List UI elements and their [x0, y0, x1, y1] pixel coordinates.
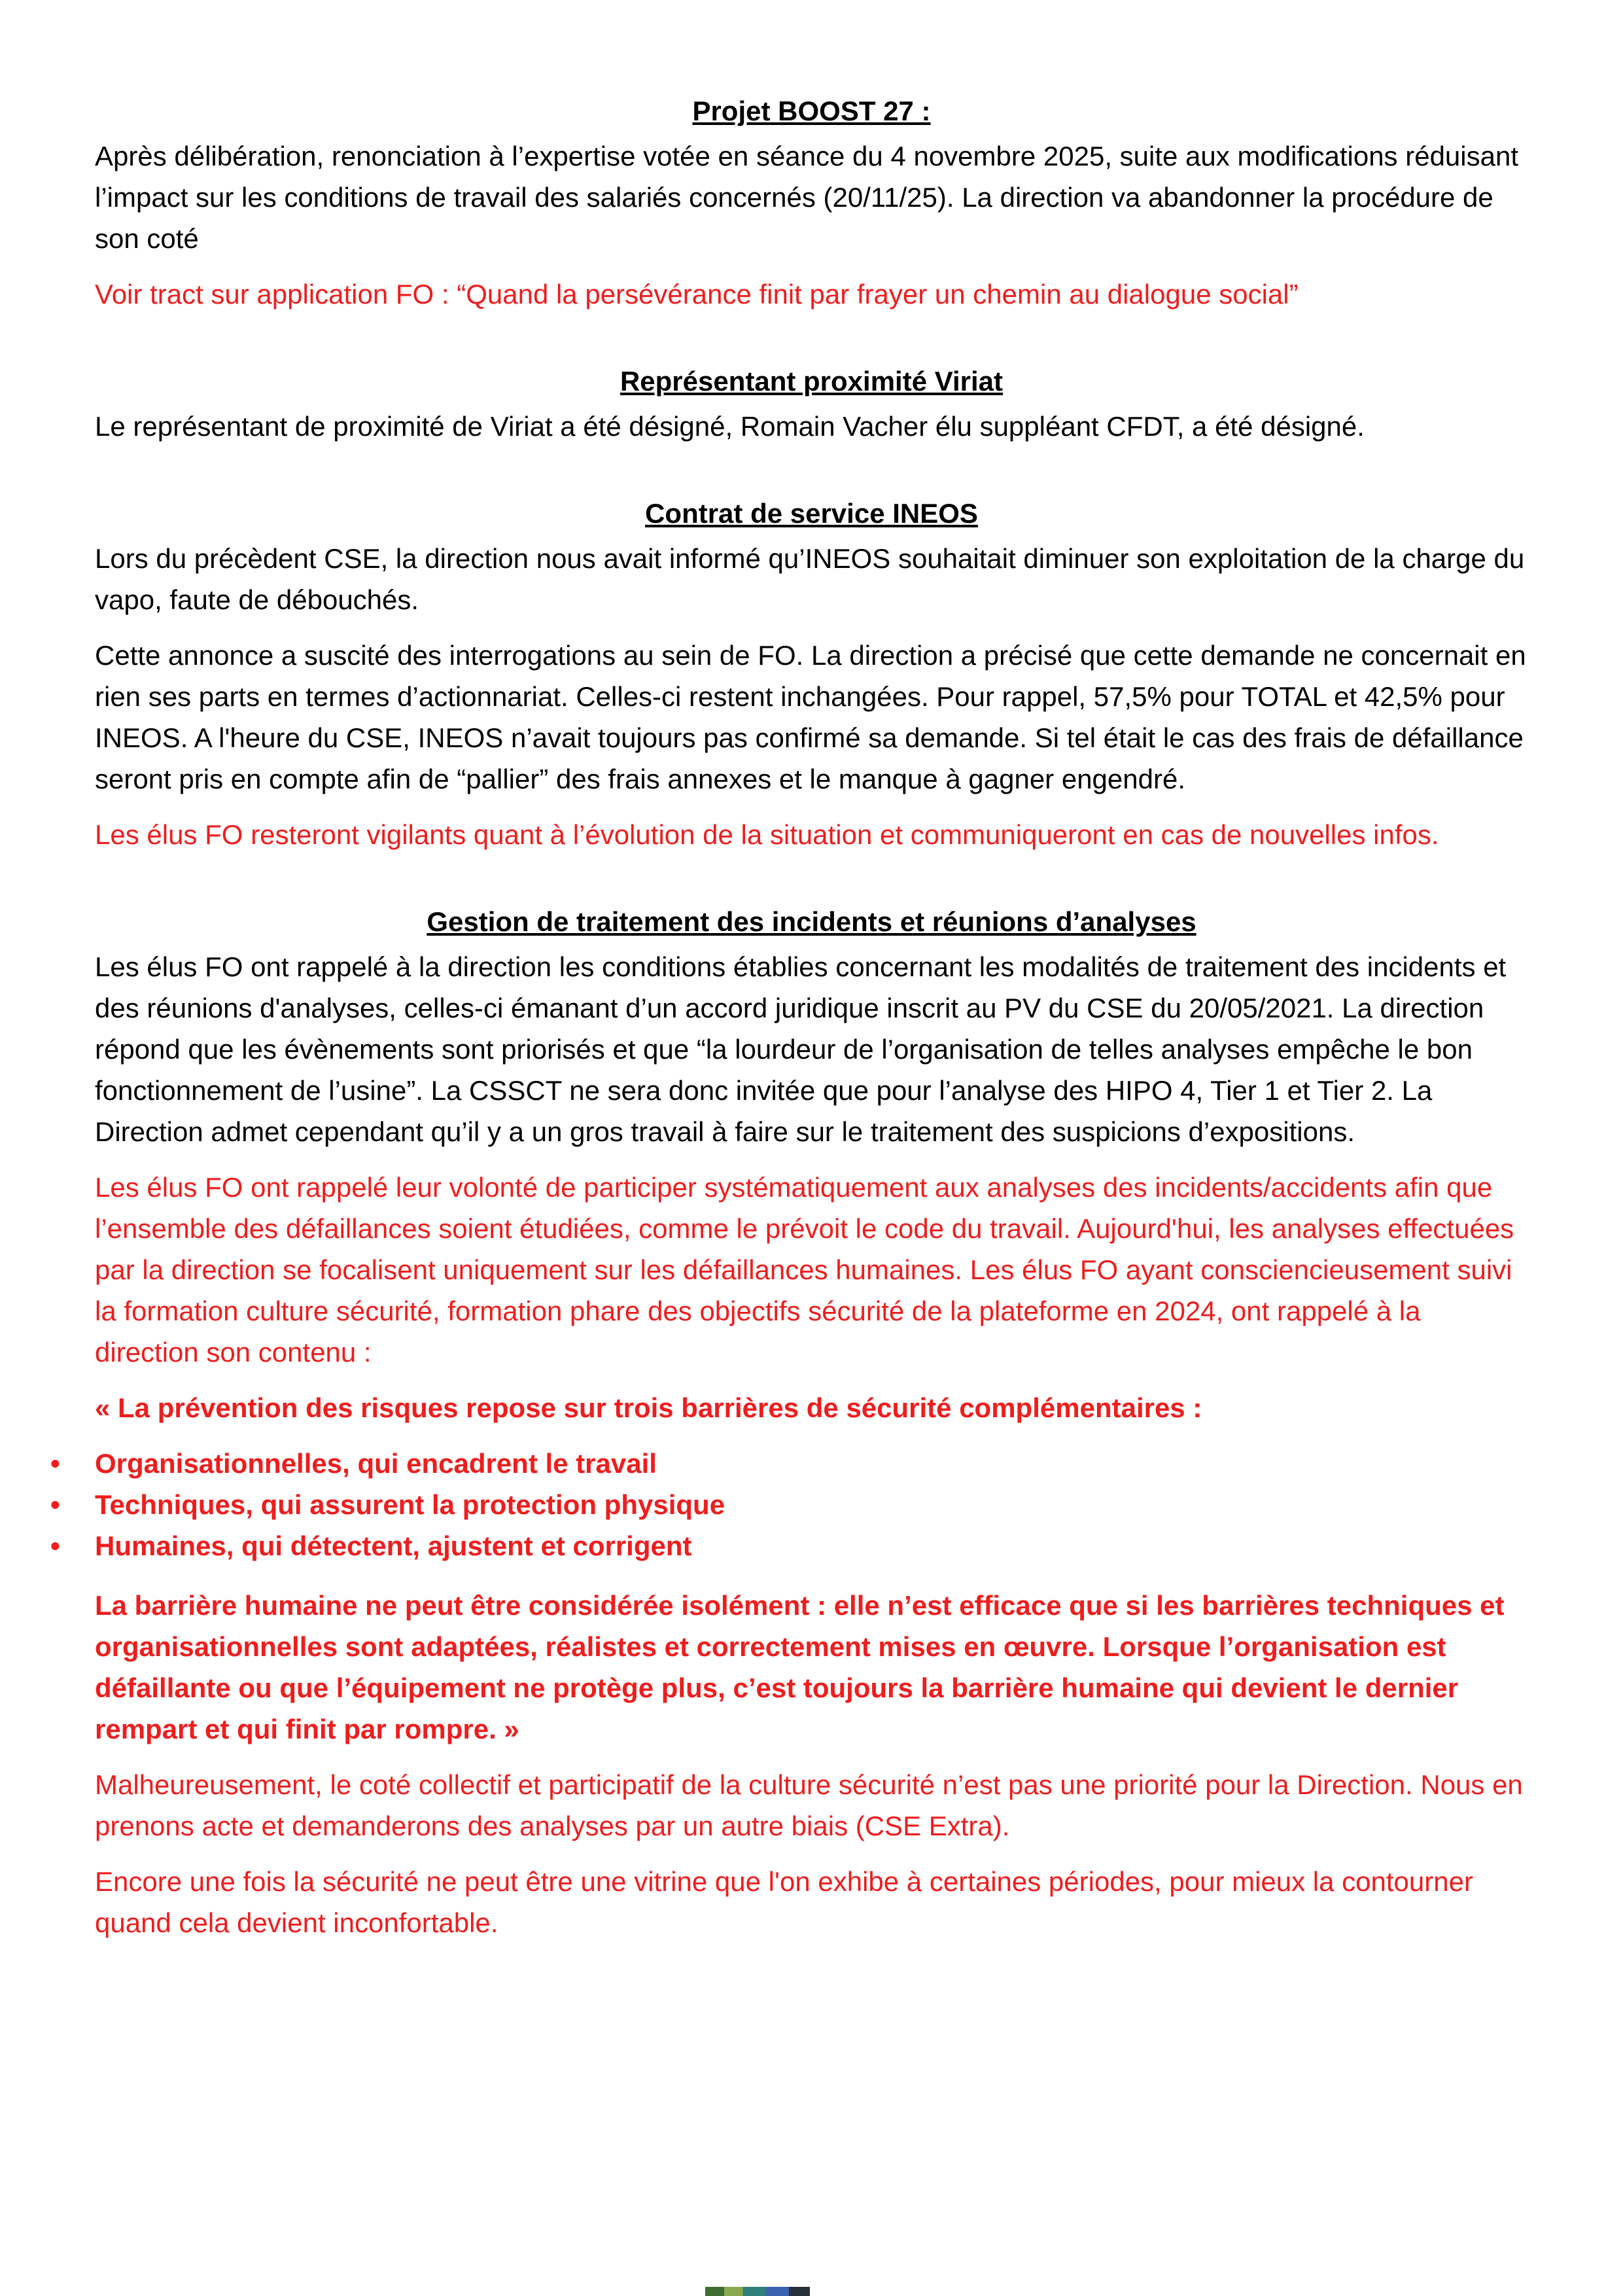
- paragraph-incidents-volonte-fo: Les élus FO ont rappelé leur volonté de participer systématiquement aux analyses des incidents/accidents afin que l’ensemble des défaillances soient étudiées, comme le prévoit le code du travail. Aujourd'hui, les analyses effectuées par la direction se focalisent uniquement sur les défaillances humaines. Les élus FO ayant consciencieusement suivi la formation culture sécurité, formation phare des objectifs sécurité de la plateforme en 2024, ont rappelé à la direction son contenu :: [95, 1172, 1514, 1368]
- bullet-icon: •: [50, 1530, 60, 1561]
- list-item-text: Humaines, qui détectent, ajustent et corrigent: [95, 1530, 692, 1561]
- paragraph-boost-decision: Après délibération, renonciation à l’expertise votée en séance du 4 novembre 2025, suite aux modifications réduisant l’impact sur les conditions de travail des salariés concernés (20/11/25). La direction va abandonner la procédure de son coté: [95, 141, 1519, 254]
- section-heading-contrat-service-ineos: Contrat de service INEOS: [645, 498, 978, 529]
- section-heading-projet-boost-27: Projet BOOST 27 :: [692, 96, 931, 126]
- paragraph-incidents-conditions: Les élus FO ont rappelé à la direction les conditions établies concernant les modalités de traitement des incidents et des réunions d'analyses, celles-ci émanant d’un accord juridique inscrit au PV du CSE du 20/05/2021. La direction répond que les évènements sont priorisés et que “la lourdeur de l’organisation de telles analyses empêche le bon fonctionnement de l’usine”. La CSSCT ne sera donc invitée que pour l’analyse des HIPO 4, Tier 1 et Tier 2. La Direction admet cependant qu’il y a un gros travail à faire sur le traitement des suspicions d’expositions.: [95, 951, 1507, 1147]
- list-item-techniques: [50, 1484, 1528, 1525]
- list-item-humaines: [50, 1525, 1528, 1566]
- paragraph-malheureusement: Malheureusement, le coté collectif et participatif de la culture sécurité n’est pas une priorité pour la Direction. Nous en prenons acte et demanderons des analyses par un autre biais (CSE Extra).: [95, 1769, 1523, 1841]
- bullet-icon: •: [50, 1489, 60, 1520]
- list-item-organisationnelles: [50, 1443, 1528, 1484]
- paragraph-securite-vitrine: Encore une fois la sécurité ne peut être une vitrine que l'on exhibe à certaines périodes, pour mieux la contourner quand cela devient inconfortable.: [95, 1866, 1473, 1938]
- paragraph-ineos-vigilance: Les élus FO resteront vigilants quant à l’évolution de la situation et communiqueront en cas de nouvelles infos.: [95, 819, 1439, 850]
- paragraph-barriere-humaine-quote-close: La barrière humaine ne peut être considérée isolément : elle n’est efficace que si les barrières techniques et organisationnelles sont adaptées, réalistes et correctement mises en œuvre. Lorsque l’organisation est défaillante ou que l’équipement ne protège plus, c’est toujours la barrière humaine qui devient le dernier rempart et qui finit par rompre. »: [95, 1590, 1505, 1744]
- bullet-icon: •: [50, 1448, 60, 1479]
- section-heading-gestion-incidents: Gestion de traitement des incidents et réunions d’analyses: [427, 906, 1196, 937]
- cropped-embedded-image-top-edge: [705, 2287, 810, 2296]
- paragraph-ineos-actionnariat: Cette annonce a suscité des interrogations au sein de FO. La direction a précisé que cette demande ne concernait en rien ses parts en termes d’actionnariat. Celles-ci restent inchangées. Pour rappel, 57,5% pour TOTAL et 42,5% pour INEOS. A l'heure du CSE, INEOS n’avait toujours pas confirmé sa demande. Si tel était le cas des frais de défaillance seront pris en compte afin de “pallier” des frais annexes et le manque à gagner engendré.: [95, 640, 1526, 794]
- paragraph-tract-reference: Voir tract sur application FO : “Quand la persévérance finit par frayer un chemin au dialogue social”: [95, 279, 1299, 309]
- list-item-text: Techniques, qui assurent la protection physique: [95, 1489, 725, 1520]
- paragraph-prevention-risques-quote-open: « La prévention des risques repose sur trois barrières de sécurité complémentaires :: [95, 1392, 1202, 1423]
- section-heading-representant-proximite-viriat: Représentant proximité Viriat: [620, 366, 1003, 397]
- barriers-bullet-list: [50, 1443, 1528, 1566]
- paragraph-ineos-annonce: Lors du précèdent CSE, la direction nous avait informé qu’INEOS souhaitait diminuer son exploitation de la charge du vapo, faute de débouchés.: [95, 543, 1525, 615]
- paragraph-representant-viriat: Le représentant de proximité de Viriat a été désigné, Romain Vacher élu suppléant CFDT, a été désigné.: [95, 411, 1365, 442]
- list-item-text: Organisationnelles, qui encadrent le travail: [95, 1448, 657, 1479]
